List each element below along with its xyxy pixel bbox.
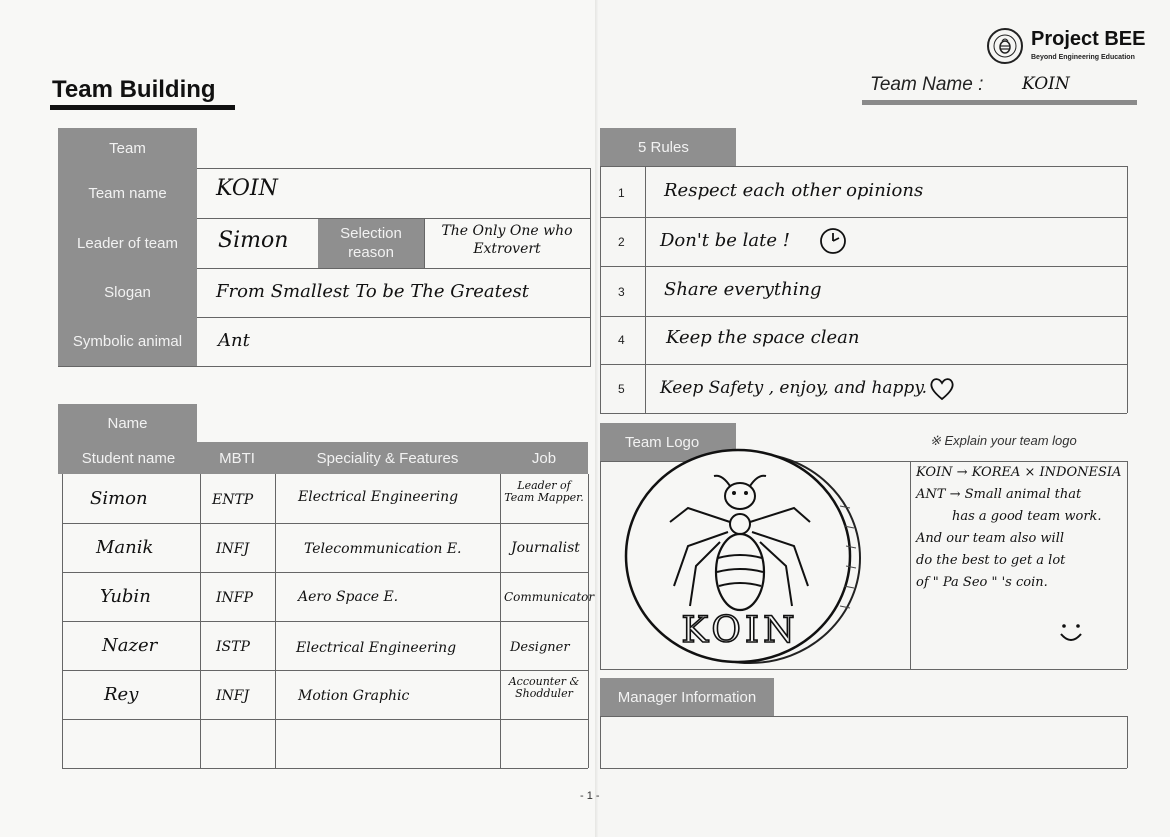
rule-number: 2 — [618, 235, 625, 249]
divider — [197, 168, 591, 169]
member-name: Yubin — [100, 586, 151, 607]
divider — [62, 523, 588, 524]
divider — [1127, 716, 1128, 768]
team-logo-header: Team Logo — [600, 423, 736, 461]
team-name-underline — [862, 100, 1137, 105]
brand-tagline: Beyond Engineering Education — [1031, 54, 1135, 61]
divider — [600, 716, 601, 768]
member-name: Simon — [90, 488, 148, 509]
divider — [600, 217, 1127, 218]
rule-number: 4 — [618, 333, 625, 347]
member-speciality: Electrical Engineering — [296, 640, 457, 656]
slogan-value: From Smallest To be The Greatest — [216, 281, 529, 302]
member-job: Designer — [510, 640, 570, 655]
explanation-line: KOIN → KOREA × INDONESIA — [916, 465, 1122, 480]
selection-reason-label — [318, 218, 424, 268]
rule-text: Share everything — [664, 279, 822, 300]
symbolic-animal-row-label: Symbolic animal — [58, 317, 197, 366]
clock-icon — [818, 226, 848, 256]
smiley-face-icon — [1056, 618, 1086, 648]
logo-explanation — [916, 462, 1121, 594]
rule-number: 3 — [618, 285, 625, 299]
member-mbti: INFJ — [216, 688, 250, 704]
team-name-row-label: Team name — [58, 168, 197, 218]
title-underline — [50, 105, 235, 110]
divider — [600, 768, 1127, 769]
leader-value: Simon — [218, 228, 289, 253]
member-speciality: Electrical Engineering — [298, 489, 459, 505]
member-mbti: INFJ — [216, 541, 250, 557]
divider — [197, 218, 591, 219]
divider — [1127, 166, 1128, 413]
rule-number: 5 — [618, 382, 625, 396]
explanation-line: And our team also will — [916, 531, 1065, 546]
member-name: Rey — [104, 684, 139, 705]
manager-information-header: Manager Information — [600, 678, 774, 716]
explanation-line: do the best to get a lot — [916, 553, 1066, 568]
member-mbti: ISTP — [216, 639, 250, 655]
divider — [600, 669, 1127, 670]
member-job: Communicator — [504, 590, 595, 604]
col-job: Job — [500, 442, 588, 474]
divider — [600, 266, 1127, 267]
member-mbti: ENTP — [212, 492, 254, 508]
member-speciality: Aero Space E. — [298, 589, 399, 605]
member-speciality: Motion Graphic — [298, 688, 410, 704]
project-bee-logo — [985, 26, 1145, 68]
divider — [600, 166, 1127, 167]
col-student-name: Student name — [58, 442, 199, 474]
member-name: Manik — [96, 537, 154, 558]
member-job: Leader of Team Mapper. — [504, 479, 584, 504]
selection-reason-value: The Only One who Extrovert — [441, 223, 573, 257]
divider — [600, 316, 1127, 317]
col-mbti: MBTI — [199, 442, 275, 474]
rule-text: Don't be late ! — [660, 230, 790, 251]
divider — [588, 474, 589, 768]
divider — [600, 166, 601, 413]
divider — [62, 670, 588, 671]
selection-reason-label-text: Selection reason — [340, 225, 402, 261]
rules-header: 5 Rules — [600, 128, 736, 166]
rule-number: 1 — [618, 186, 625, 200]
divider — [62, 768, 588, 769]
member-name: Nazer — [102, 635, 158, 656]
divider — [1127, 461, 1128, 669]
team-header: Team — [58, 128, 197, 168]
team-name-label: Team Name : — [870, 74, 984, 95]
divider — [197, 317, 591, 318]
page-spine — [595, 0, 598, 837]
slogan-row-label: Slogan — [58, 268, 197, 317]
divider — [62, 621, 588, 622]
ant-coin-logo-icon — [618, 446, 864, 668]
divider — [58, 366, 591, 367]
page-title: Team Building — [52, 76, 216, 103]
coin-text: KOIN — [681, 610, 799, 651]
team-name-value-cell: KOIN — [216, 176, 278, 201]
divider — [62, 719, 588, 720]
team-name-value: KOIN — [1022, 74, 1070, 94]
member-job: Journalist — [511, 540, 580, 556]
leader-row-label: Leader of team — [58, 218, 197, 268]
heart-icon — [928, 376, 956, 402]
bee-emblem-icon — [987, 28, 1023, 64]
page-number: - 1 - — [580, 790, 600, 802]
rule-text: Respect each other opinions — [664, 180, 924, 201]
member-speciality: Telecommunication E. — [304, 541, 462, 557]
divider — [910, 461, 911, 669]
explanation-line: ANT → Small animal that — [916, 487, 1082, 502]
divider — [645, 166, 646, 413]
logo-explain-hint: ※ Explain your team logo — [930, 433, 1077, 448]
member-job: Accounter & Shodduler — [508, 675, 580, 700]
divider — [600, 413, 1127, 414]
symbolic-animal-value: Ant — [218, 330, 250, 351]
divider — [62, 572, 588, 573]
team-name-header — [862, 72, 1137, 105]
divider — [600, 716, 1127, 717]
explanation-line: has a good team work. — [952, 509, 1102, 524]
brand-name: Project BEE — [1031, 28, 1146, 50]
rule-text: Keep Safety , enjoy, and happy. — [660, 378, 928, 398]
divider — [590, 168, 591, 366]
divider — [600, 364, 1127, 365]
rule-text: Keep the space clean — [666, 327, 860, 348]
members-header: Name — [58, 404, 197, 442]
divider — [197, 268, 591, 269]
divider — [424, 218, 425, 268]
member-mbti: INFP — [216, 590, 253, 606]
col-speciality: Speciality & Features — [275, 442, 500, 474]
explanation-line: of " Pa Seo " 's coin. — [916, 575, 1048, 590]
divider — [600, 461, 601, 669]
